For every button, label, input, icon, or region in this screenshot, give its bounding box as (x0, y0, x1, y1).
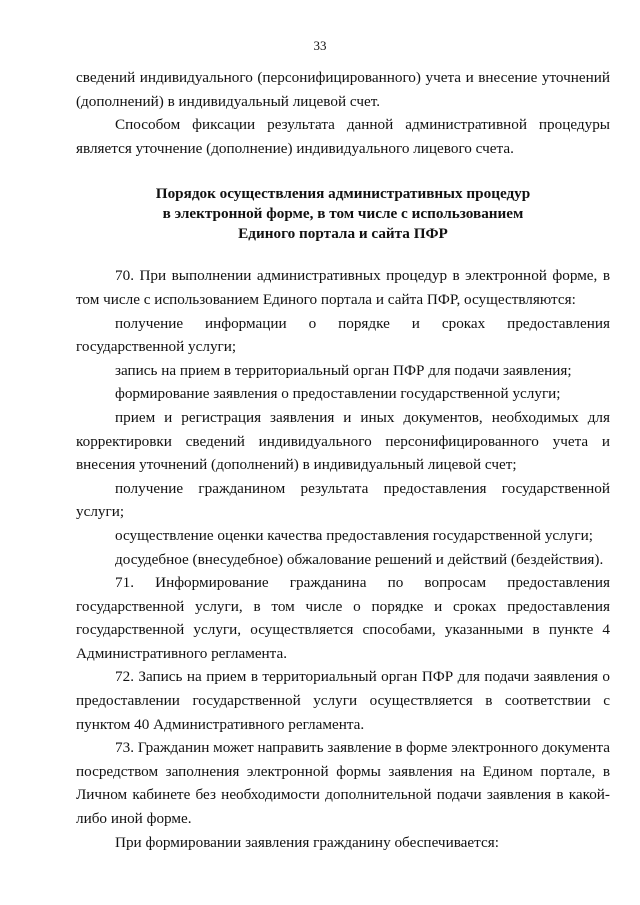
paragraph-70: 70. При выполнении административных процедур в электронной форме, в том числе с использованием Единого портала и сайта ПФР, осуществляются: (76, 267, 610, 308)
paragraph-continuation: сведений индивидуального (персонифицированного) учета и внесение уточнений (дополнений) в индивидуальный лицевой счет. (76, 69, 610, 110)
document-body (76, 66, 610, 854)
paragraph-forming-provision: При формировании заявления гражданину обеспечивается: (115, 833, 499, 851)
list-item-appointment: запись на прием в территориальный орган ПФР для подачи заявления; (115, 361, 572, 379)
paragraph-71: 71. Информирование гражданина по вопросам предоставления государственной услуги, в том числе о порядке и сроках предоставления государственной услуги, осуществляется способами, указанными в пункте 4 Административного регламента. (76, 574, 610, 662)
section-heading (76, 184, 610, 244)
list-item-appeal: досудебное (внесудебное) обжалование решений и действий (бездействия). (115, 550, 604, 568)
list-item-reception-registration: прием и регистрация заявления и иных документов, необходимых для корректировки сведений индивидуального персонифицированного учета и внесения уточнений (дополнений) в индивидуальный лицевой счет; (76, 408, 610, 474)
section-heading-line-3: Единого портала и сайта ПФР (238, 225, 448, 243)
list-item-application-forming: формирование заявления о предоставлении государственной услуги; (115, 385, 561, 403)
paragraph-72: 72. Запись на прием в территориальный орган ПФР для подачи заявления о предоставлении государственной услуги осуществляется в соответствии с пунктом 40 Административного регламента. (76, 668, 610, 733)
list-item-quality-assessment: осуществление оценки качества предоставления государственной услуги; (115, 526, 593, 544)
paragraph-73: 73. Гражданин может направить заявление в форме электронного документа посредством заполнения электронной формы заявления на Едином портале, в Личном кабинете без необходимости дополнительной подачи заявления в какой-либо иной форме. (76, 739, 610, 828)
page-number: 33 (313, 38, 327, 53)
section-heading-line-1: Порядок осуществления административных процедур (155, 185, 531, 203)
section-heading-line-2: в электронной форме, в том числе с использованием (162, 205, 524, 223)
list-item-result-receipt: получение гражданином результата предоставления государственной услуги; (76, 479, 610, 521)
paragraph-fixation-method: Способом фиксации результата данной административной процедуры является уточнение (дополнение) индивидуального лицевого счета. (76, 116, 610, 157)
list-item-information: получение информации о порядке и сроках предоставления государственной услуги; (76, 314, 610, 356)
